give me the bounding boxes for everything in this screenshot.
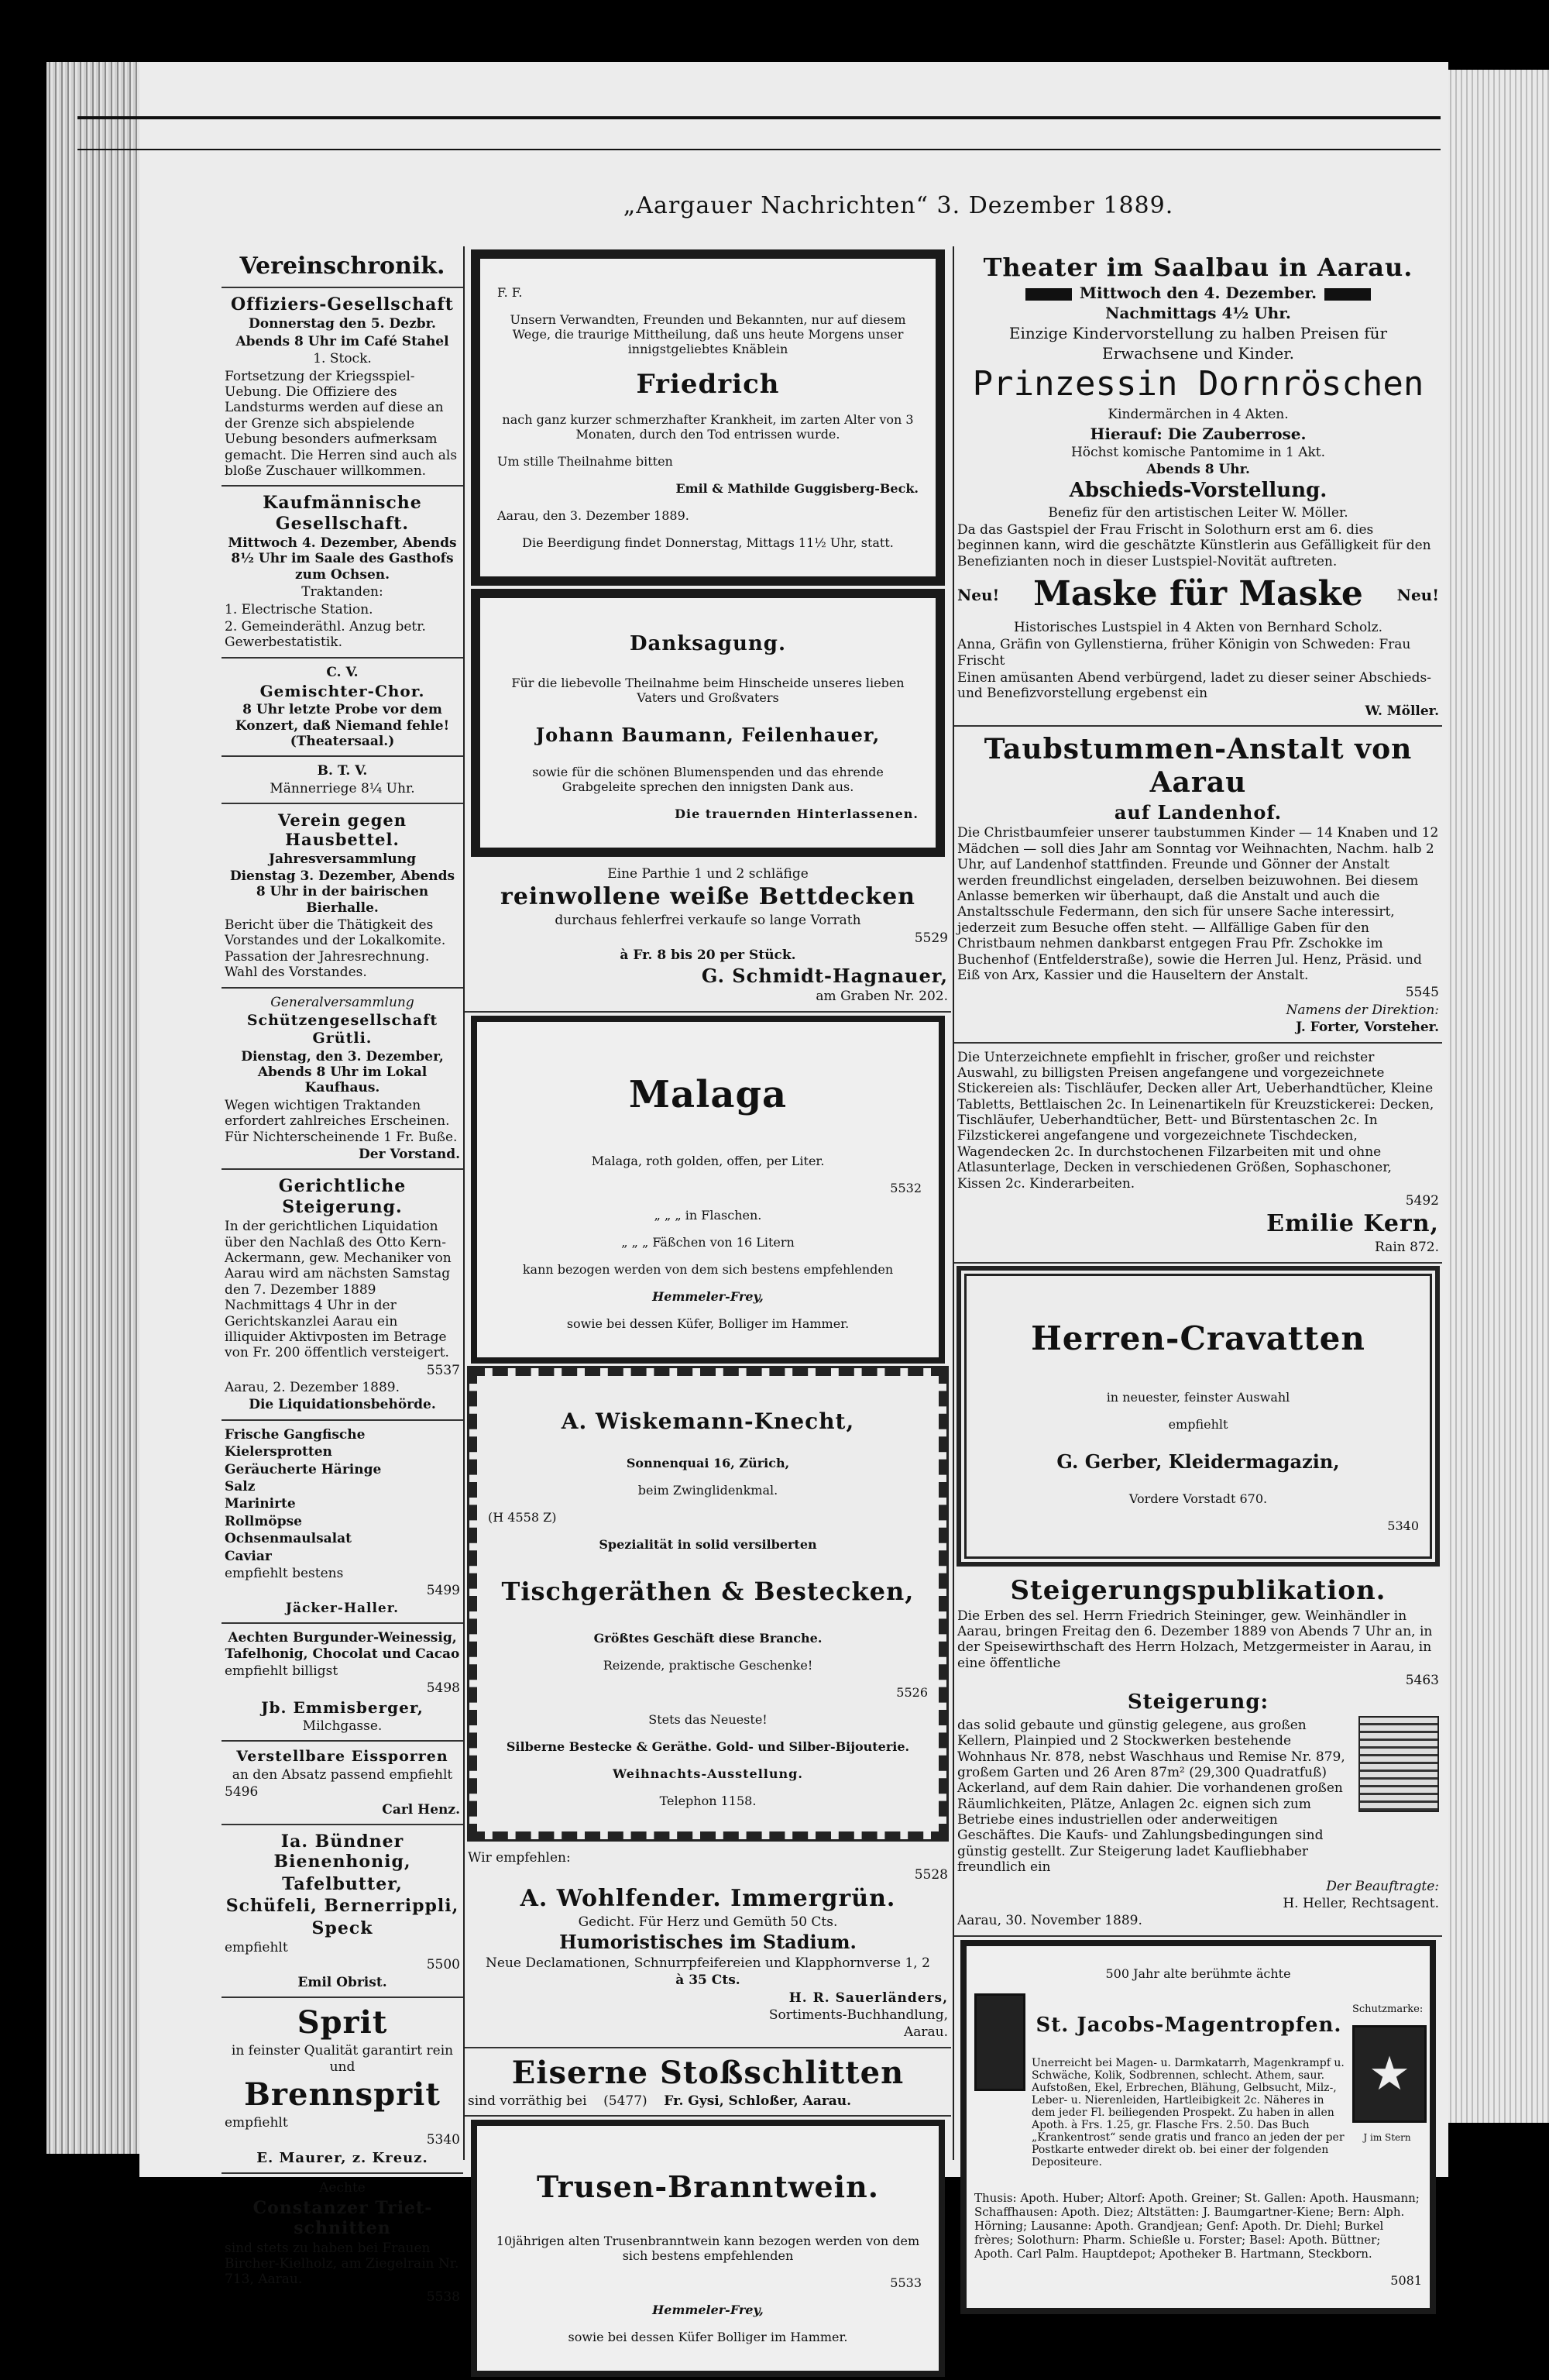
column-3 <box>954 246 1442 2317</box>
ad-title: Kaufmännische Gesellschaft. <box>263 493 422 534</box>
ad-eissporren <box>222 1742 463 1825</box>
notice-name: Friedrich <box>636 369 780 400</box>
ad-title: Aechten Burgunder-Weinessig, Tafelhonig, Chocolat und Cacao <box>225 1630 460 1662</box>
ad-title: B. T. V. <box>317 763 368 779</box>
ad-title: Steigerungspublikation. <box>1010 1574 1386 1606</box>
ad-number: 5492 <box>1405 1193 1439 1209</box>
ad-address: beim Zwinglidenkmal. <box>637 1482 778 1498</box>
section-title: Vereinschronik. <box>239 253 445 280</box>
ad-text: Da das Gastspiel der Frau Frischt in Solothurn erst am 6. dies beginnen kann, wird die geschätzte Künstlerin aus Gefälligkeit für den Benefizianten noch in dieser Lustspiel-Novität auftreten. <box>957 521 1431 569</box>
ad-signature: Carl Henz. <box>382 1801 460 1818</box>
ad-address: sowie bei dessen Küfer, Bolliger im Hammer. <box>566 1316 850 1331</box>
ad-line: Abends 8 Uhr. <box>1146 461 1250 477</box>
ad-line: Reizende, praktische Geschenke! <box>603 1657 813 1673</box>
ad-text: empfiehlt billigst <box>225 1663 338 1679</box>
ad-line: Tafelbutter, <box>282 1873 403 1894</box>
ad-text: Bericht über die Thätigkeit des Vorstandes und der Lokalkomite. Passation der Jahresrechnung. Wahl des Vorstandes. <box>225 917 446 981</box>
notice-text: sowie für die schönen Blumenspenden und das ehrende Grabgeleite sprechen den innigsten Dank aus. <box>532 765 884 794</box>
book-right-edge <box>1441 70 1549 2123</box>
ad-address: Sonnenquai 16, Zürich, <box>626 1455 790 1470</box>
ad-line: Ia. Bündner Bienenhonig, <box>273 1831 411 1873</box>
ad-steigerung <box>954 1569 1442 1937</box>
ad-text: das solid gebaute und günstig gelegene, aus großen Kellern, Plainpied und 2 Stockwerken bestehende Wohnhaus Nr. 878, nebst Waschhaus und Remise Nr. 879, großem Garten und 26 Aren 87m² (29,300 Quadratfuß) Ackerland, auf dem Rain dahier. Die vorhandenen großen Räumlichkeiten, Plätze, Anlagen 2c. eignen sich zum Betriebe eines industriellen oder anderweitigen Geschäftes. Die Kaufs- und Zahlungsbedingungen sind günstig gestellt. Zur Steigerung ladet Kaufliebhaber freundlich ein <box>957 1717 1345 1876</box>
notice-name: Johann Baumann, Feilenhauer, <box>535 724 881 746</box>
ad-signature: Hemmeler-Frey, <box>652 1288 764 1304</box>
ad-subtitle: Steigerung: <box>1127 1690 1269 1714</box>
ad-play-title: Prinzessin Dornröschen <box>972 364 1424 404</box>
ad-title: Verein gegen Hausbettel. <box>277 810 407 850</box>
ad-item: Geräucherte Häringe <box>225 1461 382 1477</box>
ad-burgunder <box>222 1624 463 1742</box>
ad-line: empfiehlt <box>1168 1416 1228 1432</box>
ad-stossschlitten <box>465 2048 951 2117</box>
notice-signature: Die trauernden Hinterlassenen. <box>675 807 919 821</box>
ad-signature: Emilie Kern, <box>1266 1210 1439 1238</box>
ad-number: 5538 <box>426 2289 460 2305</box>
ad-line: Erwachsene und Kinder. <box>1102 344 1294 363</box>
ad-item: Ochsenmaulsalat <box>225 1531 352 1547</box>
ad-pretitle: 500 Jahr alte berühmte ächte <box>1105 1966 1291 1981</box>
ad-signature: Fr. Gysi, Schloßer, Aarau. <box>664 2093 852 2109</box>
house-illustration <box>1358 1716 1439 1812</box>
ad-line: Der Beauftragte: <box>1326 1878 1439 1894</box>
ad-text: Die Christbaumfeier unserer taubstummen Kinder — 14 Knaben und 12 Mädchen — soll dies Jahr am Sonntag vor Weihnachten, Nachm. halb 2 Uhr, auf Landenhof stattfinden. Freunde und Gönner der Anstalt werden freundlichst eingeladen, derselben beizuwohnen. Bei diesem Anlasse bemerken wir überhaupt, daß die Anstalt und auch die Anstaltsschule Federmann, den sich für unsere Sache interessirt, jederzeit zum Besuche offen steht. — Allfällige Gaben für den Christbaum nehmen dankbarst entgegen Frau Pfr. Zschokke im Buchenhof (Entfelderstraße), sowie die Herren Jul. Henz, Präsid. und Eiß von Arx, Kassier und die Hauseltern der Anstalt. <box>957 825 1439 983</box>
ad-title: Taubstummen-Anstalt von Aarau <box>984 733 1413 800</box>
date-text: Mittwoch den 4. Dezember. <box>1079 284 1317 303</box>
ad-line: Einzige Kindervorstellung zu halben Preisen für <box>1008 324 1388 343</box>
ad-title: Schützengesellschaft Grütli. <box>246 1012 438 1047</box>
notice-title: Danksagung. <box>629 632 786 655</box>
ad-signature: J. Forter, Vorsteher. <box>1296 1020 1439 1036</box>
ad-pretitle: Generalversammlung <box>270 994 414 1010</box>
ad-trusen <box>471 2120 945 2377</box>
trademark <box>1352 1993 1422 2152</box>
ad-buendner <box>222 1825 463 1998</box>
ad-offiziers <box>222 288 463 487</box>
ad-title-2: Brennsprit <box>244 2076 441 2113</box>
ad-text: Einen amüsanten Abend verbürgend, ladet zu dieser seiner Abschieds- und Benefizvorstellung ergebenst ein <box>957 670 1431 702</box>
ad-line: Spezialität in solid versilberten <box>599 1536 817 1552</box>
ad-number: 5533 <box>890 2275 922 2291</box>
ad-text: In der gerichtlichen Liquidation über den Nachlaß des Otto Kern-Ackermann, gew. Mechaniker von Aarau wird am nächsten Samstag den 7. Dezember 1889 Nachmittags 4 Uhr in der Gerichtskanzlei Aarau ein illiquider Aktivposten im Betrage von Fr. 200 öffentlich versteigert. <box>225 1219 452 1361</box>
ad-item: Rollmöpse <box>225 1513 302 1529</box>
ad-signature: Jäcker-Haller. <box>285 1600 400 1616</box>
decorative-bar <box>1324 288 1371 301</box>
ad-date: Aarau, 2. Dezember 1889. <box>225 1380 400 1396</box>
ad-headline: Abschieds-Vorstellung. <box>1069 479 1327 503</box>
ad-address: Aarau. <box>903 2024 948 2041</box>
ad-wiskemann <box>469 1368 946 1839</box>
ad-title: Offiziers-Gesellschaft <box>231 294 454 315</box>
ad-price: à Fr. 8 bis 20 per Stück. <box>620 948 796 964</box>
ad-line: Benefiz für den artistischen Leiter W. Möller. <box>1048 504 1348 521</box>
ad-konstanzer <box>222 2174 463 2311</box>
ad-theater <box>954 246 1442 727</box>
ad-telephone: Telephon 1158. <box>659 1793 757 1808</box>
notice-initials: F. F. <box>497 285 523 300</box>
notice-funeral: Die Beerdigung findet Donnerstag, Mittags 11½ Uhr, statt. <box>522 535 894 550</box>
ad-gerichtliche-steigerung <box>222 1170 463 1420</box>
ad-title <box>468 1885 948 1913</box>
ad-signature: Jb. Emmisberger, <box>261 1697 424 1717</box>
ad-text: 8 Uhr letzte Probe vor dem Konzert, daß Niemand fehle! (Theatersaal.) <box>235 702 450 749</box>
ad-line: à 35 Cts. <box>675 1972 740 1989</box>
ad-title: Theater im Saalbau in Aarau. <box>983 253 1413 282</box>
ad-text: Die Unterzeichnete empfiehlt in frischer, großer und reichster Auswahl, zu billigsten Preisen angefangene und vorgezeichnete Stickereien als: Tischläufer, Decken aller Art, Ueberhandtücher, Kleine Tabletts, Bettlaischen 2c. In Leinenartikeln für Kreuzstickerei: Decken, Tischläufer, Ueberhandtücher, Bett- und Bürstentaschen 2c. In Filzstickerei angefangene und vorgezeichnete Tischdecken, Wagendecken 2c. In durchstochenen Filzarbeiten mit und ohne Atlasunterlage, Decken in verschiedenen Größen, Sophaschoner, Kissen 2c. Kinderarbeiten. <box>957 1049 1434 1192</box>
ad-line: Dienstag 3. Dezember, Abends 8 Uhr in der bairischen Bierhalle. <box>229 868 455 916</box>
ad-line: Schüfeli, Bernerrippli, <box>225 1896 459 1917</box>
ad-malaga <box>471 1016 945 1364</box>
ad-line: Traktanden: <box>301 584 383 600</box>
ad-number: 5526 <box>896 1684 928 1700</box>
column-2 <box>465 246 951 2380</box>
badge-new: Neu! <box>957 585 1000 604</box>
ad-address: Vordere Vorstadt 670. <box>1128 1491 1268 1506</box>
ad-line: Mittwoch 4. Dezember, Abends 8½ Uhr im Saale des Gasthofs zum Ochsen. <box>228 535 457 583</box>
ad-cravatten <box>959 1268 1437 1564</box>
ad-title: St. Jacobs-Magentropfen. <box>1036 2013 1342 2037</box>
ad-signature: G. Gerber, Kleidermagazin, <box>1056 1450 1340 1473</box>
ad-text: empfiehlt <box>225 2114 288 2131</box>
ad-number: 5463 <box>1405 1673 1439 1689</box>
ad-text: Männerriege 8¼ Uhr. <box>270 780 415 796</box>
trademark-label: Schutzmarke: <box>1352 2003 1424 2015</box>
ad-line: Kindermärchen in 4 Akten. <box>1108 407 1289 423</box>
ad-time: Nachmittags 4½ Uhr. <box>1105 304 1291 323</box>
ad-jacobs-body <box>1032 1993 1346 2179</box>
notice-date: Aarau, den 3. Dezember 1889. <box>497 508 689 523</box>
ad-title: Verstellbare Eissporren <box>236 1748 448 1766</box>
ad-number: 5340 <box>426 2132 460 2148</box>
ad-signature: H. R. Sauerländers, <box>788 1990 948 2006</box>
ad-line: Hierauf: Die Zauberrose. <box>1090 424 1307 443</box>
ad-line: Anna, Gräfin von Gyllenstierna, früher Königin von Schweden: Frau Frischt <box>957 637 1411 669</box>
ad-title: Malaga <box>628 1072 788 1116</box>
ad-signature: G. Schmidt-Hagnauer, <box>701 964 948 987</box>
ad-text: empfiehlt bestens <box>225 1565 344 1581</box>
notice-text: Für die liebevolle Theilnahme beim Hinscheide unseres lieben Vaters und Großvaters <box>511 676 905 705</box>
ad-line: „ „ „ in Flaschen. <box>654 1207 762 1223</box>
ad-ref: (5477) <box>603 2093 647 2109</box>
ad-title: Constanzer Trietschnitten <box>252 2197 432 2239</box>
ad-number: 5340 <box>1387 1518 1419 1533</box>
author-name: A. Wohlfender. <box>520 1884 722 1912</box>
ad-btv <box>222 757 463 804</box>
header-rule-top <box>77 116 1441 119</box>
badge-new: Neu! <box>1396 585 1439 604</box>
ad-item: Caviar <box>225 1548 272 1564</box>
ad-address: sowie bei dessen Küfer Bolliger im Hammer. <box>568 2330 848 2345</box>
ad-pretitle: Aechte <box>319 2180 366 2196</box>
ad-number: 5498 <box>426 1680 460 1697</box>
ad-item: Marinirte <box>225 1496 296 1512</box>
ad-ref: (H 4558 Z) <box>488 1509 557 1525</box>
ad-headline: Humoristisches im Stadium. <box>559 1930 857 1953</box>
ad-play-title: Maske für Maske <box>1033 574 1363 614</box>
ad-text: 10jährigen alten Trusenbranntwein kann bezogen werden von dem sich bestens empfehlenden <box>496 2234 920 2264</box>
header-title: „Aargauer Nachrichten“ 3. Dezember 1889. <box>623 192 1174 219</box>
ad-cv <box>222 659 463 758</box>
ad-bettdecken <box>465 860 951 1013</box>
ad-signature: Der Vorstand. <box>359 1146 460 1162</box>
ad-number: 5537 <box>426 1362 460 1378</box>
ad-item: Frische Gangfische <box>225 1426 366 1443</box>
ad-kaufmaennisch <box>222 487 463 659</box>
ad-number: 5496 <box>225 1784 259 1800</box>
death-notice <box>471 249 945 586</box>
notice-text: Unsern Verwandten, Freunden und Bekannten, nur auf diesem Wege, die traurige Mittheilung, daß uns heute Morgens unser innigstgeliebtes Knäblein <box>510 312 906 356</box>
ad-signature: E. Maurer, z. Kreuz. <box>256 2149 428 2166</box>
ad-text: durchaus fehlerfrei verkaufe so lange Vorrath <box>555 913 861 929</box>
ad-signature: Hemmeler-Frey, <box>652 2303 764 2318</box>
ad-number: 5532 <box>890 1180 922 1195</box>
book-title: Immergrün. <box>730 1884 896 1912</box>
saint-portrait-icon <box>974 1993 1025 2091</box>
ad-number: 5528 <box>914 1867 948 1883</box>
ad-title: Gerichtliche Steigerung. <box>278 1176 407 1217</box>
trademark-caption: J im Stern <box>1363 2131 1411 2143</box>
ad-text-line: sind vorräthig bei <box>468 2093 587 2109</box>
ad-line: 1. Electrische Station. <box>225 601 373 617</box>
ad-line: Weihnachts-Ausstellung. <box>613 1766 803 1781</box>
ad-line: Historisches Lustspiel in 4 Akten von Bernhard Scholz. <box>1013 619 1383 635</box>
header-rule-bottom <box>77 149 1441 150</box>
ad-date <box>957 284 1439 302</box>
ad-text: in feinster Qualität garantirt rein und <box>231 2043 454 2075</box>
ad-text: Unerreicht bei Magen- u. Darmkatarrh, Magenkrampf u. Schwäche, Kolik, Sodbrennen, schlecht. Athem, saur. Aufstoßen, Ekel, Erbrechen, Blähung, Gelbsucht, Milz-, Leber- u. Nierenleiden, Hartleibigkeit 2c. Näheres in dem jeder Fl. beiliegenden Prospekt. Zu haben in allen Apoth. à Frs. 1.25, gr. Flasche Frs. 2.50. Das Buch „Krankentrost“ sende gratis und franco an jeden der per Postkarte entweder direkt ob. bei einer der folgenden Depositeure. <box>1032 2056 1345 2168</box>
ad-depots: Thusis: Apoth. Huber; Altorf: Apoth. Greiner; St. Gallen: Apoth. Hausmann; Schaffhausen: Apoth. Diez; Altstätten: J. Baumgartner-Kiene; Bern: Alph. Hörning; Lausanne: Apoth. Grandjean; Genf: Apoth. Dr. Diehl; Burkel frères; Solothurn: Pharm. Schießle u. Forster; Basel: Apoth. Büttner; Apoth. Carl Palm. Hauptdepot; Apotheker B. Hartmann, Steckborn. <box>974 2190 1420 2261</box>
ad-gruetli <box>222 989 463 1171</box>
ad-signature: W. Möller. <box>1365 703 1439 719</box>
notice-text: nach ganz kurzer schmerzhafter Krankheit, im zarten Alter von 3 Monaten, durch den Tod entrissen wurde. <box>502 412 914 442</box>
notice-line: Um stille Theilnahme bitten <box>497 454 673 469</box>
ad-address: Milchgasse. <box>302 1718 383 1734</box>
ad-title: Eiserne Stoßschlitten <box>511 2054 905 2091</box>
ad-address: Rain 872. <box>1375 1240 1439 1256</box>
ad-text: Fortsetzung der Kriegsspiel-Uebung. Die Offiziere des Landsturms werden auf diese an der Grenze sich abspielende Uebung besonders aufmerksam gemacht. Die Herren sind auch als bloße Zuschauer willkommen. <box>225 368 458 479</box>
ad-line: Eine Parthie 1 und 2 schläfige <box>607 866 809 882</box>
ad-text: sind stets zu haben bei Frauen Bircher-Kielholz, am Ziegelrain Nr. 713, Aarau. <box>225 2240 459 2288</box>
ad-line: Neue Declamationen, Schnurrpfeifereien und Klapphornverse 1, 2 <box>486 1955 930 1971</box>
ad-number: 5500 <box>426 1957 460 1973</box>
ad-text: an den Absatz passend empfiehlt <box>232 1766 453 1783</box>
ad-title: Herren-Cravatten <box>1031 1319 1365 1357</box>
ad-signature: H. Heller, Rechtsagent. <box>1283 1896 1439 1912</box>
ad-taubstummen <box>954 727 1442 1043</box>
ad-line: 1. Stock. <box>313 351 372 367</box>
ad-subtitle: Jahresversammlung <box>268 851 417 867</box>
ad-signature: Emil Obrist. <box>297 1974 387 1990</box>
ad-line: 2. Gemeinderäthl. Anzug betr. Gewerbestatistik. <box>225 619 426 651</box>
page-header <box>77 116 1441 219</box>
ad-line: Namens der Direktion: <box>1286 1002 1439 1018</box>
ad-sprit <box>222 1998 463 2174</box>
ad-headline: Tischgeräthen & Bestecken, <box>501 1576 915 1606</box>
ad-line: in neuester, feinster Auswahl <box>1106 1389 1290 1405</box>
ad-text <box>468 2093 948 2109</box>
ad-jacobs-row <box>974 1993 1422 2179</box>
ad-subtitle: Gemischter-Chor. <box>259 682 425 701</box>
column-1 <box>222 246 463 2311</box>
ad-title: Sprit <box>297 2004 388 2041</box>
ad-line: Größtes Geschäft diese Branche. <box>593 1630 823 1646</box>
ad-address: Sortiments-Buchhandlung, <box>768 2007 948 2023</box>
ad-title: C. V. <box>326 664 359 680</box>
ad-line: Gedicht. Für Herz und Gemüth 50 Cts. <box>578 1914 838 1930</box>
ad-kern <box>954 1044 1442 1264</box>
ad-line: Donnerstag den 5. Dezbr. <box>249 316 436 332</box>
ad-fische <box>222 1421 463 1624</box>
ad-item: Salz <box>225 1479 256 1495</box>
ad-number: 5081 <box>1390 2272 1422 2288</box>
ad-number: 5545 <box>1405 985 1439 1001</box>
ad-number: 5499 <box>426 1583 460 1599</box>
ad-address: am Graben Nr. 202. <box>816 989 948 1005</box>
ad-maske-row <box>957 574 1439 615</box>
vereinschronik <box>222 246 463 288</box>
ad-line: Höchst komische Pantomime in 1 Akt. <box>1070 444 1326 460</box>
ad-line: Dienstag, den 3. Dezember, Abends 8 Uhr im Lokal Kaufhaus. <box>241 1048 444 1096</box>
ad-body <box>957 1716 1439 1877</box>
ad-subtitle: auf Landenhof. <box>1114 800 1283 824</box>
notice-signature: Emil & Mathilde Guggisberg-Beck. <box>675 481 919 496</box>
ad-title: reinwollene weiße Bettdecken <box>500 883 915 911</box>
ad-signature: Die Liquidationsbehörde. <box>249 1397 436 1413</box>
ad-line: Malaga, roth golden, offen, per Liter. <box>591 1153 825 1168</box>
ad-wohlfender <box>465 1844 951 2048</box>
ad-text: Wegen wichtigen Traktanden erfordert zahlreiches Erscheinen. Für Nichterscheinende 1 Fr. Buße. <box>225 1097 458 1145</box>
ad-text: empfiehlt <box>225 1940 288 1956</box>
ad-line: kann bezogen werden von dem sich bestens empfehlenden <box>522 1261 894 1277</box>
ad-number: 5529 <box>914 930 948 946</box>
ad-line: Stets das Neueste! <box>648 1711 768 1727</box>
ad-title: Trusen-Branntwein. <box>537 2169 879 2205</box>
ad-line: „ „ „ Fäßchen von 16 Litern <box>621 1234 795 1250</box>
ad-line: Silberne Bestecke & Geräthe. Gold- und Silber-Bijouterie. <box>506 1739 910 1754</box>
thanks-notice <box>471 589 945 857</box>
ad-jacobs <box>960 1940 1436 2314</box>
decorative-bar <box>1025 288 1072 301</box>
ad-title: A. Wiskemann-Knecht, <box>561 1408 855 1434</box>
ad-pretitle: Wir empfehlen: <box>468 1849 571 1866</box>
ad-text: Die Erben des sel. Herrn Friedrich Steininger, gew. Weinhändler in Aarau, bringen Freitag den 6. Dezember 1889 von Abends 7 Uhr an, in der Speisewirthschaft des Herrn Holzach, Metzgermeister in Aarau, in eine öffentliche <box>957 1608 1433 1671</box>
book-page-edges <box>46 62 139 2154</box>
ad-line: Abends 8 Uhr im Café Stahel <box>235 333 449 349</box>
ad-date: Aarau, 30. November 1889. <box>957 1913 1142 1929</box>
ad-line: Speck <box>311 1917 373 1938</box>
ad-hausbettel <box>222 804 463 989</box>
ad-item: Kielersprotten <box>225 1444 332 1460</box>
star-icon: ★ <box>1352 2025 1427 2123</box>
